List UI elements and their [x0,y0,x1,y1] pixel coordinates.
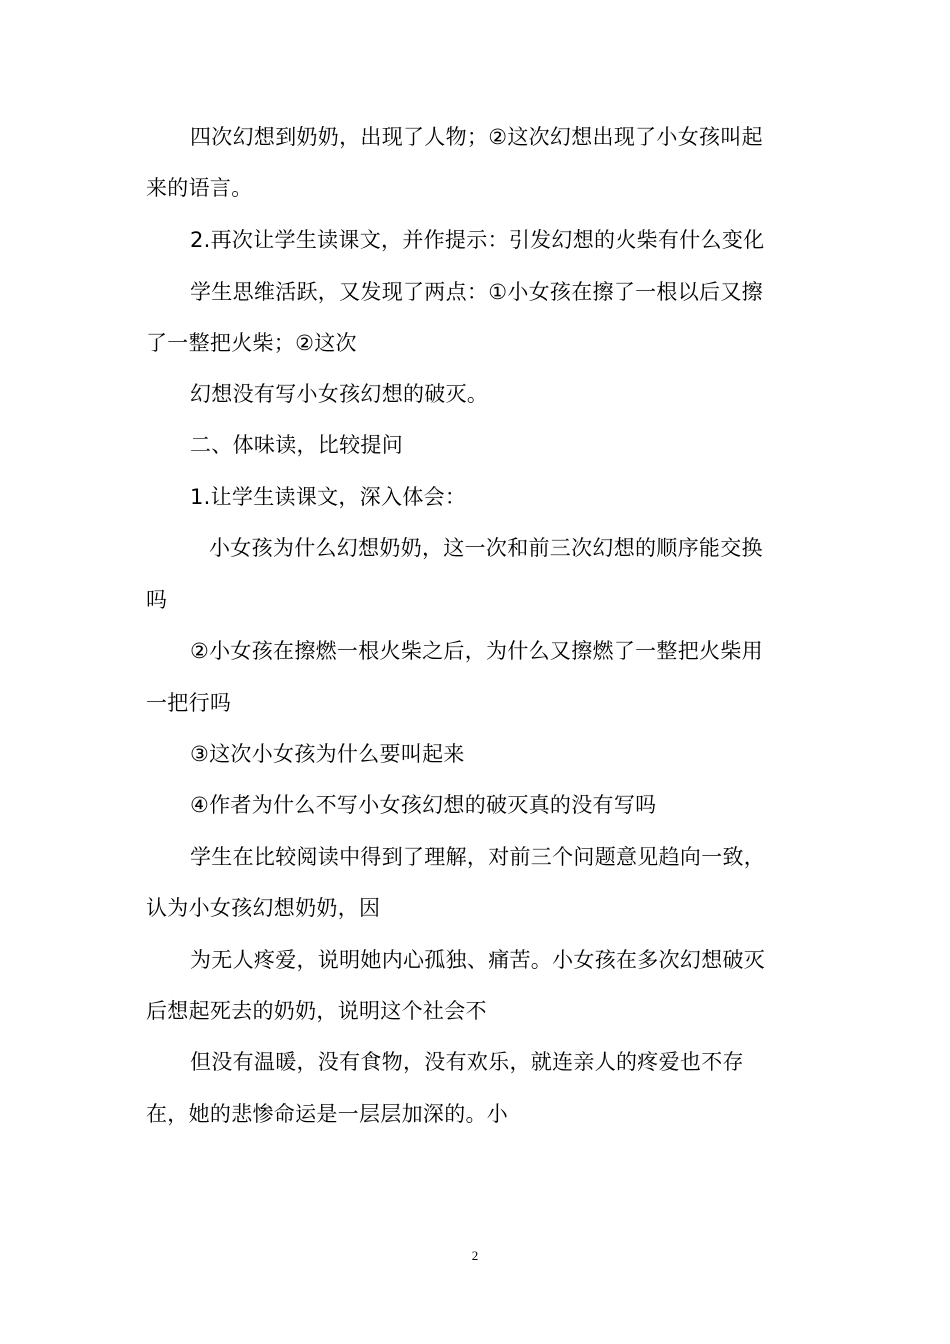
text-line-1: 四次幻想到奶奶，出现了人物；②这次幻想出现了小女孩叫起 [190,125,763,149]
text-line-19: 但没有温暖，没有食物，没有欢乐，就连亲人的疼爱也不存 [190,1050,744,1074]
text-line-20: 在，她的悲惨命运是一层层加深的。小 [146,1102,509,1126]
question-1: 小女孩为什么幻想奶奶，这一次和前三次幻想的顺序能交换 [209,536,763,560]
text-line-12: 一把行吗 [146,691,232,715]
text-line-3: 2.再次让学生读课文，并作提示：引发幻想的火柴有什么变化 [190,228,765,252]
text-line-16: 认为小女孩幻想奶奶，因 [146,896,381,920]
text-line-18: 后想起死去的奶奶，说明这个社会不 [146,999,487,1023]
question-3: ③这次小女孩为什么要叫起来 [190,742,465,766]
page-number: 2 [471,1248,479,1263]
question-2: ②小女孩在擦燃一根火柴之后，为什么又擦燃了一整把火柴用 [190,639,763,663]
section-heading: 二、体味读，比较提问 [190,433,403,457]
text-line-6: 幻想没有写小女孩幻想的破灭。 [190,382,489,406]
question-4: ④作者为什么不写小女孩幻想的破灭真的没有写吗 [190,793,657,817]
text-line-5: 了一整把火柴；②这次 [146,331,357,355]
text-line-10: 吗 [146,588,168,612]
text-line-8: 1.让学生读课文，深入体会： [190,485,467,509]
text-line-17: 为无人疼爱，说明她内心孤独、痛苦。小女孩在多次幻想破灭 [190,948,766,972]
text-line-15: 学生在比较阅读中得到了理解，对前三个问题意见趋向一致， [190,845,766,869]
text-line-2: 来的语言。 [146,176,253,200]
text-line-4: 学生思维活跃，又发现了两点：①小女孩在擦了一根以后又擦 [190,280,763,304]
